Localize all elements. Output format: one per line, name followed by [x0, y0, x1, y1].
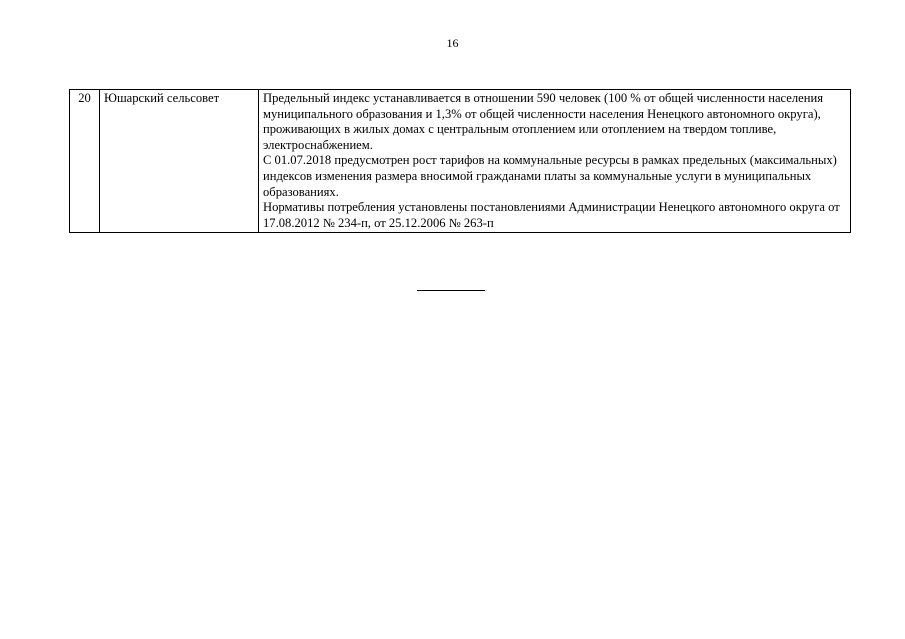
end-of-document-rule	[417, 290, 485, 291]
table-row	[70, 90, 851, 233]
description-paragraph: Нормативы потребления установлены постановлениями Администрации Ненецкого автономного округа от 17.08.2012 № 234-п, от 25.12.2006 № 263-п	[263, 200, 840, 230]
municipality-name-cell: Юшарский сельсовет	[100, 90, 259, 233]
description-paragraph: Предельный индекс устанавливается в отношении 590 человек (100 % от общей численности населения муниципального образования и 1,3% от общей численности населения Ненецкого автономного округа), проживающих в жилых домах с центральным отоплением или отоплением на твердом топливе, электроснабжением.	[263, 91, 824, 152]
description-cell	[259, 90, 851, 233]
row-number-cell: 20	[70, 90, 100, 233]
municipality-table	[69, 89, 851, 233]
page-number: 16	[446, 36, 459, 50]
description-paragraph: С 01.07.2018 предусмотрен рост тарифов на коммунальные ресурсы в рамках предельных (максимальных) индексов изменения размера вносимой гражданами платы за коммунальные услуги в муниципальных образованиях.	[263, 153, 837, 199]
